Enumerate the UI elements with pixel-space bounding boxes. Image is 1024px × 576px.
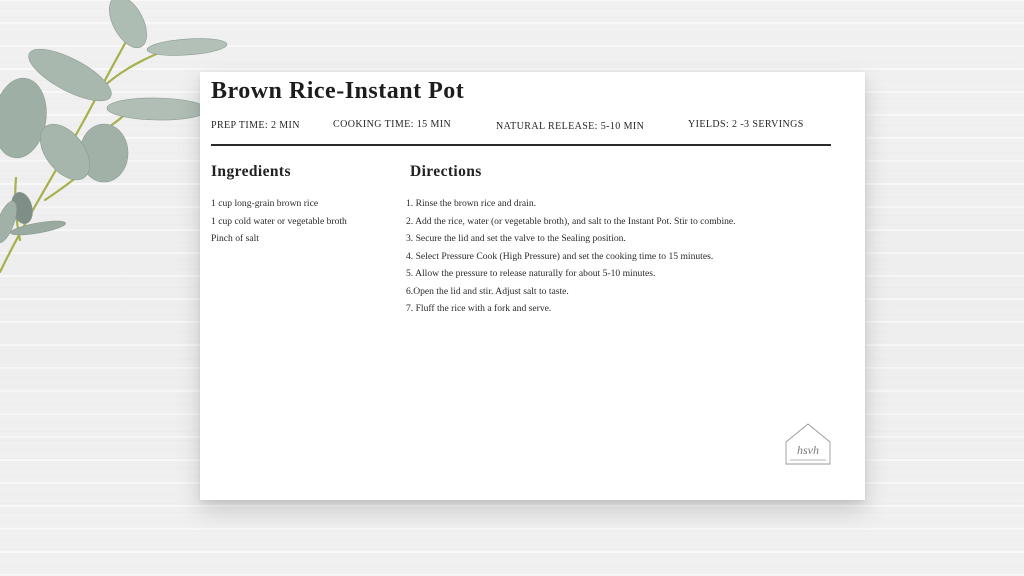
ingredient-item: 1 cup cold water or vegetable broth	[211, 215, 347, 227]
ingredient-item: Pinch of salt	[211, 233, 259, 244]
ingredients-heading: Ingredients	[211, 163, 291, 180]
recipe-title: Brown Rice-Instant Pot	[211, 78, 465, 104]
direction-step: 7. Fluff the rice with a fork and serve.	[406, 303, 552, 314]
direction-step: 2. Add the rice, water (or vegetable broth), and salt to the Instant Pot. Stir to combine.	[406, 215, 736, 227]
yields: YIELDS: 2 -3 SERVINGS	[688, 119, 804, 130]
brand-logo	[778, 420, 838, 470]
natural-release: NATURAL RELEASE: 5-10 MIN	[496, 121, 645, 132]
direction-step: 1. Rinse the brown rice and drain.	[406, 198, 537, 209]
direction-step: 3. Secure the lid and set the valve to the Sealing position.	[406, 233, 626, 244]
direction-step: 5. Allow the pressure to release naturally for about 5-10 minutes.	[406, 268, 656, 279]
divider	[211, 144, 831, 146]
directions-list	[406, 195, 751, 318]
recipe-card	[200, 72, 865, 500]
ingredient-item: 1 cup long-grain brown rice	[211, 198, 319, 209]
cooking-time: COOKING TIME: 15 MIN	[333, 119, 452, 130]
direction-step: 6.Open the lid and stir. Adjust salt to taste.	[406, 285, 569, 297]
direction-step: 4. Select Pressure Cook (High Pressure) and set the cooking time to 15 minutes.	[406, 250, 714, 262]
directions-heading: Directions	[410, 163, 482, 180]
prep-time: PREP TIME: 2 MIN	[211, 120, 300, 131]
logo-monogram: hsvh	[797, 443, 819, 457]
ingredients-list	[211, 195, 347, 248]
